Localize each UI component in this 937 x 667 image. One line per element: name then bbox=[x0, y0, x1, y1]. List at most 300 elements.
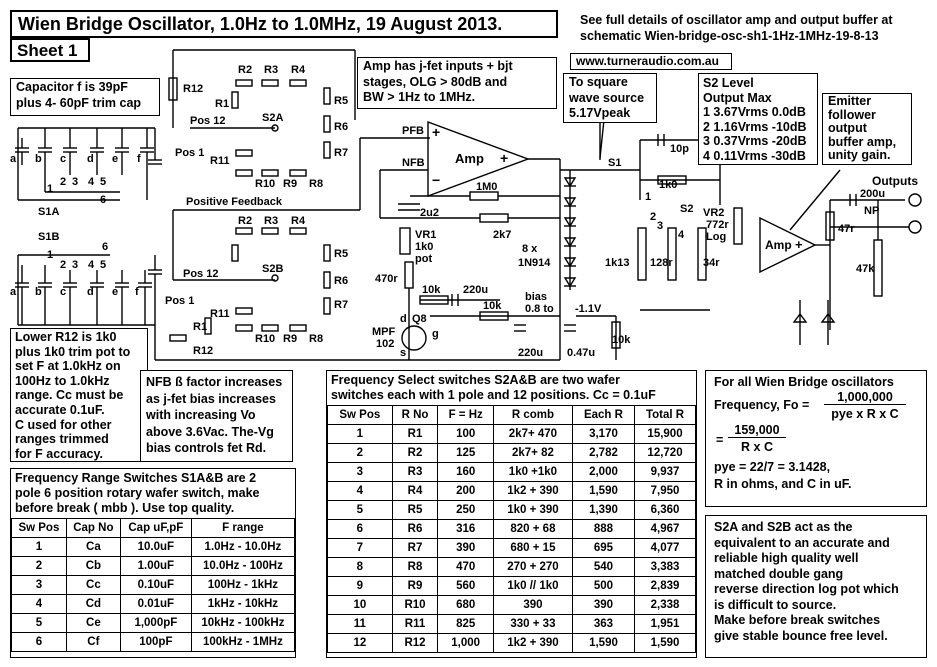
formula-equals: = bbox=[716, 433, 724, 447]
label-fet-d: d bbox=[400, 313, 407, 325]
select-table-row-cell: 1,590 bbox=[572, 634, 634, 653]
square-note-line-1: To square bbox=[569, 75, 628, 89]
select-table-row-cell: 12 bbox=[328, 634, 393, 653]
label-r6b: R6 bbox=[334, 275, 349, 287]
formula-box bbox=[705, 370, 927, 507]
label-r1b: R1 bbox=[193, 321, 208, 333]
label-amp-buffer-plus: + bbox=[795, 237, 803, 252]
select-table-row-cell: 4 bbox=[328, 482, 393, 501]
emitter-note-line-2: follower bbox=[828, 107, 876, 122]
s2-level-subtitle: Output Max bbox=[703, 90, 772, 105]
select-col-rno: R No bbox=[392, 406, 438, 425]
label-r8a: R8 bbox=[309, 178, 324, 190]
label-vr2-log: Log bbox=[706, 231, 727, 243]
label-np: NP bbox=[864, 205, 880, 217]
s2-level-table bbox=[698, 73, 818, 165]
range-col-capno: Cap No bbox=[66, 519, 120, 538]
r12-note-line-1: Lower R12 is 1k0 bbox=[15, 330, 117, 344]
label-amp-plus: + bbox=[432, 124, 441, 140]
nfb-note-line-2: as j-fet bias increases bbox=[146, 391, 276, 406]
range-col-swpos: Sw Pos bbox=[12, 519, 67, 538]
label-c047: 0.47u bbox=[567, 347, 596, 359]
select-table-row-cell: 1,590 bbox=[572, 482, 634, 501]
select-table-row-cell: R12 bbox=[392, 634, 438, 653]
range-table-row bbox=[12, 557, 295, 576]
select-table-row-cell: 2 bbox=[328, 444, 393, 463]
label-r1m0: 1M0 bbox=[476, 181, 498, 193]
label-s2-pos3: 3 bbox=[657, 220, 664, 232]
select-table-row-cell: 560 bbox=[438, 577, 494, 596]
select-table-row-cell: 1k0 +1k0 bbox=[493, 463, 572, 482]
label-outputs: Outputs bbox=[872, 174, 918, 188]
range-table-row bbox=[12, 538, 295, 557]
formula-denominator-2: R x C bbox=[741, 440, 773, 454]
label-r11b: R11 bbox=[210, 308, 230, 320]
select-table-row-cell: 330 + 33 bbox=[493, 615, 572, 634]
s2-level-row-1: 1 3.67Vrms 0.0dB bbox=[703, 105, 806, 119]
range-table-row-cell: 5 bbox=[12, 614, 67, 633]
select-table-row bbox=[328, 634, 696, 653]
label-r4b: R4 bbox=[291, 215, 306, 227]
range-table-row bbox=[12, 576, 295, 595]
label-cap-e-top: e bbox=[112, 153, 119, 165]
label-c2u2: 2u2 bbox=[420, 207, 439, 219]
select-table-row bbox=[328, 596, 696, 615]
label-r2a: R2 bbox=[238, 64, 253, 76]
label-sw1b-4: 4 bbox=[88, 259, 95, 271]
emitter-note-line-1: Emitter bbox=[828, 94, 872, 108]
select-switch-panel bbox=[326, 370, 697, 658]
select-table-row bbox=[328, 577, 696, 596]
range-table-row-cell: Cb bbox=[66, 557, 120, 576]
label-cap-f-bot: f bbox=[135, 286, 139, 298]
s2-level-row-4: 4 0.11Vrms -30dB bbox=[703, 148, 806, 163]
amp-note bbox=[357, 57, 557, 109]
formula-heading: For all Wien Bridge oscillators bbox=[714, 375, 894, 389]
label-cap-f-top: f bbox=[137, 153, 141, 165]
details-line-2: schematic Wien-bridge-osc-sh1-1Hz-1MHz-19-8-13 bbox=[580, 29, 879, 43]
formula-numerator-2: 159,000 bbox=[728, 423, 786, 438]
select-table-row-cell: 1k0 + 390 bbox=[493, 501, 572, 520]
select-col-rcomb: R comb bbox=[493, 406, 572, 425]
select-table-row-cell: 1k2 + 390 bbox=[493, 634, 572, 653]
label-r3b: R3 bbox=[264, 215, 279, 227]
label-s1a: S1A bbox=[38, 206, 60, 218]
label-sw1a-5: 5 bbox=[100, 176, 107, 188]
select-table-row-cell: 8 bbox=[328, 558, 393, 577]
label-r9b: R9 bbox=[283, 333, 298, 345]
label-s2-pos1: 1 bbox=[645, 191, 652, 203]
label-r10k-b: 10k bbox=[483, 300, 502, 312]
select-table-row-cell: 1,590 bbox=[635, 634, 696, 653]
emitter-note-line-4: buffer amp, bbox=[828, 134, 897, 149]
select-table-row bbox=[328, 539, 696, 558]
select-table bbox=[327, 405, 696, 653]
r12-note-line-6: accurate 0.1uF. bbox=[15, 402, 105, 417]
formula-numerator-1: 1,000,000 bbox=[824, 390, 906, 405]
label-r8b: R8 bbox=[309, 333, 324, 345]
emitter-note-line-5: unity gain. bbox=[828, 148, 891, 162]
range-table-row-cell: 1,000pF bbox=[120, 614, 191, 633]
r12-note-line-5: range. Cc must be bbox=[15, 388, 124, 403]
r12-note-line-4: 100Hz to 1.0kHz bbox=[15, 373, 110, 388]
label-r1k0: 1k0 bbox=[659, 179, 678, 191]
s2ab-note-line-6: is difficult to source. bbox=[714, 597, 837, 612]
select-table-row-cell: R9 bbox=[392, 577, 438, 596]
label-diodes1: 8 x bbox=[522, 243, 538, 255]
select-table-row-cell: 2,839 bbox=[635, 577, 696, 596]
label-mpf2: 102 bbox=[376, 338, 395, 350]
select-table-row-cell: 4,967 bbox=[635, 520, 696, 539]
range-table-row-cell: Cd bbox=[66, 595, 120, 614]
select-table-row-cell: 500 bbox=[572, 577, 634, 596]
select-table-row-cell: 470 bbox=[438, 558, 494, 577]
select-table-row-cell: R4 bbox=[392, 482, 438, 501]
r12-note-line-8: ranges trimmed bbox=[15, 432, 109, 447]
label-q8: Q8 bbox=[412, 313, 427, 325]
label-amp-buffer: Amp bbox=[765, 238, 792, 252]
label-r10k-c: 10k bbox=[612, 334, 631, 346]
label-r128: 128r bbox=[650, 257, 673, 269]
label-sw1a-3: 3 bbox=[72, 176, 79, 188]
select-table-row-cell: R5 bbox=[392, 501, 438, 520]
range-table-row-cell: 1 bbox=[12, 538, 67, 557]
label-r10a: R10 bbox=[255, 178, 276, 190]
select-table-row-cell: 540 bbox=[572, 558, 634, 577]
label-cap-e-bot: e bbox=[112, 286, 119, 298]
select-table-row-cell: 390 bbox=[493, 596, 572, 615]
s2ab-note bbox=[705, 515, 927, 658]
select-table-row-cell: 11 bbox=[328, 615, 393, 634]
range-table-row-cell: 1.0Hz - 10.0Hz bbox=[191, 538, 294, 557]
label-sw1a-6: 6 bbox=[100, 194, 107, 206]
s2ab-note-line-8: give stable bounce free level. bbox=[714, 628, 888, 643]
select-table-row-cell: 1,000 bbox=[438, 634, 494, 653]
select-table-row-cell: 1 bbox=[328, 425, 393, 444]
capacitor-note-line-1: Capacitor f is 39pF bbox=[16, 80, 128, 94]
label-sw1a-1: 1 bbox=[47, 183, 54, 195]
square-note-line-3: 5.17Vpeak bbox=[569, 106, 631, 120]
range-table-row bbox=[12, 595, 295, 614]
range-table-row-cell: 100kHz - 1MHz bbox=[191, 633, 294, 652]
select-table-row-cell: 5 bbox=[328, 501, 393, 520]
select-table-row bbox=[328, 501, 696, 520]
label-sw1b-1: 1 bbox=[47, 249, 54, 261]
amp-note-line-1: Amp has j-fet inputs + bjt bbox=[363, 59, 513, 73]
select-table-row-cell: 1k2 + 390 bbox=[493, 482, 572, 501]
label-positive-feedback: Positive Feedback bbox=[186, 196, 282, 208]
label-c10p: 10p bbox=[670, 143, 689, 155]
select-table-row-cell: R2 bbox=[392, 444, 438, 463]
label-bias1: bias bbox=[525, 291, 548, 303]
formula-pye: pye = 22/7 = 3.1428, bbox=[714, 460, 831, 474]
label-cap-a-top: a bbox=[10, 153, 17, 165]
label-r6a: R6 bbox=[334, 121, 349, 133]
range-table-row-cell: 10.0uF bbox=[120, 538, 191, 557]
range-table-row bbox=[12, 633, 295, 652]
label-cap-c-top: c bbox=[60, 153, 67, 165]
select-table-row-cell: 1k0 // 1k0 bbox=[493, 577, 572, 596]
s2-level-row-2: 2 1.16Vrms -10dB bbox=[703, 119, 807, 134]
label-sw1a-2: 2 bbox=[60, 176, 67, 188]
select-table-row-cell: 1,951 bbox=[635, 615, 696, 634]
label-r47k: 47k bbox=[856, 263, 875, 275]
select-table-row-cell: 2k7+ 470 bbox=[493, 425, 572, 444]
select-table-row-cell: 680 bbox=[438, 596, 494, 615]
label-cap-a-bot: a bbox=[10, 286, 17, 298]
r12-note-line-9: for F accuracy. bbox=[15, 446, 104, 461]
range-table-body bbox=[12, 538, 295, 652]
label-nfb: NFB bbox=[402, 157, 425, 169]
label-c220b: 220u bbox=[518, 347, 544, 359]
select-table-row-cell: 680 + 15 bbox=[493, 539, 572, 558]
select-table-row-cell: 15,900 bbox=[635, 425, 696, 444]
label-amp-main: Amp bbox=[455, 151, 484, 166]
label-r12-top: R12 bbox=[183, 83, 204, 95]
range-col-frange: F range bbox=[191, 519, 294, 538]
page-title: Wien Bridge Oscillator, 1.0Hz to 1.0MHz, 19 August 2013. bbox=[18, 14, 503, 34]
label-c220a: 220u bbox=[463, 284, 489, 296]
label-r10b: R10 bbox=[255, 333, 276, 345]
select-table-row-cell: R7 bbox=[392, 539, 438, 558]
select-table-row-cell: 390 bbox=[572, 596, 634, 615]
label-pos12b: Pos 12 bbox=[183, 268, 219, 280]
s2-level-row-3: 3 0.37Vrms -20dB bbox=[703, 134, 807, 148]
label-r470: 470r bbox=[375, 273, 398, 285]
label-vr1-pot: pot bbox=[415, 253, 433, 265]
label-r1k13: 1k13 bbox=[605, 257, 630, 269]
range-table-row-cell: 0.01uF bbox=[120, 595, 191, 614]
label-pos12a: Pos 12 bbox=[190, 115, 226, 127]
label-bias2: 0.8 to bbox=[525, 303, 554, 315]
select-table-row-cell: 3 bbox=[328, 463, 393, 482]
label-r10k-a: 10k bbox=[422, 284, 441, 296]
select-table-row-cell: R1 bbox=[392, 425, 438, 444]
select-table-row-cell: 695 bbox=[572, 539, 634, 558]
select-col-eachr: Each R bbox=[572, 406, 634, 425]
label-amp-out-plus: + bbox=[500, 150, 509, 166]
select-table-row-cell: 7,950 bbox=[635, 482, 696, 501]
s2ab-note-line-1: S2A and S2B act as the bbox=[714, 520, 853, 534]
website-box[interactable] bbox=[570, 53, 732, 70]
label-cap-c-bot: c bbox=[60, 286, 67, 298]
label-sw1a-4: 4 bbox=[88, 176, 95, 188]
label-r3a: R3 bbox=[264, 64, 279, 76]
details-note bbox=[580, 12, 930, 44]
label-sw1b-5: 5 bbox=[100, 259, 107, 271]
range-table-row-cell: Cf bbox=[66, 633, 120, 652]
label-mpf: MPF bbox=[372, 326, 396, 338]
range-table-row-cell: 100pF bbox=[120, 633, 191, 652]
s2ab-note-line-4: matched double gang bbox=[714, 566, 844, 581]
emitter-note-line-3: output bbox=[828, 121, 867, 135]
r12-note-line-2: plus 1k0 trim pot to bbox=[15, 344, 131, 359]
select-table-row-cell: 160 bbox=[438, 463, 494, 482]
range-table-row-cell: 100Hz - 1kHz bbox=[191, 576, 294, 595]
square-wave-note bbox=[563, 73, 657, 123]
label-r47r: 47r bbox=[838, 223, 855, 235]
label-bias3: -1.1V bbox=[575, 303, 602, 315]
select-table-row-cell: 270 + 270 bbox=[493, 558, 572, 577]
output-jack-1[interactable] bbox=[909, 194, 921, 206]
select-table-row-cell: 4,077 bbox=[635, 539, 696, 558]
label-r5b: R5 bbox=[334, 248, 349, 260]
select-table-row-cell: 6 bbox=[328, 520, 393, 539]
select-table-row-cell: 390 bbox=[438, 539, 494, 558]
label-r1a: R1 bbox=[215, 98, 230, 110]
range-caption-1: Frequency Range Switches S1A&B are 2 bbox=[15, 471, 257, 485]
select-table-row-cell: 200 bbox=[438, 482, 494, 501]
select-table-header bbox=[328, 406, 696, 425]
select-table-row-cell: 820 + 68 bbox=[493, 520, 572, 539]
label-diodes2: 1N914 bbox=[518, 257, 551, 269]
range-col-capvalue: Cap uF,pF bbox=[120, 519, 191, 538]
range-table-row-cell: 10kHz - 100kHz bbox=[191, 614, 294, 633]
nfb-note-line-4: above 3.6Vac. The-Vg bbox=[146, 424, 274, 439]
label-amp-minus: − bbox=[432, 172, 441, 188]
amp-note-line-2: stages, OLG > 80dB and bbox=[363, 74, 508, 89]
select-table-row-cell: 10 bbox=[328, 596, 393, 615]
website-link[interactable]: www.turneraudio.com.au bbox=[576, 54, 719, 68]
select-table-row-cell: 250 bbox=[438, 501, 494, 520]
select-caption-1: Frequency Select switches S2A&B are two wafer bbox=[331, 373, 620, 387]
label-s2: S2 bbox=[680, 203, 694, 215]
details-line-1: See full details of oscillator amp and output buffer at bbox=[580, 13, 893, 27]
select-col-totalr: Total R bbox=[635, 406, 696, 425]
select-table-row bbox=[328, 482, 696, 501]
select-table-row-cell: 12,720 bbox=[635, 444, 696, 463]
select-table-row-cell: 1,390 bbox=[572, 501, 634, 520]
label-cap-b-top: b bbox=[35, 153, 42, 165]
range-table-row-cell: 3 bbox=[12, 576, 67, 595]
amp-note-line-3: BW > 1Hz to 1MHz. bbox=[363, 90, 476, 104]
label-s1: S1 bbox=[608, 157, 622, 169]
label-pos1b: Pos 1 bbox=[165, 295, 195, 307]
formula-units: R in ohms, and C in uF. bbox=[714, 477, 852, 491]
nfb-note-line-5: bias controls fet Rd. bbox=[146, 441, 267, 455]
s2ab-note-line-7: Make before break switches bbox=[714, 613, 881, 627]
emitter-follower-note bbox=[822, 93, 912, 165]
select-table-row bbox=[328, 615, 696, 634]
label-s2-pos4: 4 bbox=[678, 229, 685, 241]
select-table-row-cell: 2,000 bbox=[572, 463, 634, 482]
range-table-header bbox=[12, 519, 295, 538]
capacitor-note-line-2: plus 4- 60pF trim cap bbox=[16, 95, 142, 110]
label-r7b: R7 bbox=[334, 299, 349, 311]
select-table-body bbox=[328, 425, 696, 653]
r12-note-line-3: set F at 1.0kHz on bbox=[15, 359, 121, 374]
label-r9a: R9 bbox=[283, 178, 298, 190]
select-table-row bbox=[328, 558, 696, 577]
select-table-row bbox=[328, 520, 696, 539]
range-table-row-cell: 6 bbox=[12, 633, 67, 652]
label-pos1a: Pos 1 bbox=[175, 147, 205, 159]
select-table-row-cell: R11 bbox=[392, 615, 438, 634]
range-table-row-cell: 1kHz - 10kHz bbox=[191, 595, 294, 614]
nfb-note bbox=[140, 370, 293, 462]
select-table-row-cell: 3,383 bbox=[635, 558, 696, 577]
label-r2b: R2 bbox=[238, 215, 253, 227]
range-table-row-cell: 2 bbox=[12, 557, 67, 576]
s2ab-note-line-5: reverse direction log pot which bbox=[714, 582, 899, 596]
select-table-row-cell: 3,170 bbox=[572, 425, 634, 444]
range-caption-2: pole 6 position rotary wafer switch, make bbox=[15, 486, 260, 500]
title-box bbox=[10, 10, 558, 38]
output-jack-2[interactable] bbox=[909, 221, 921, 233]
label-cap-d-bot: d bbox=[87, 286, 94, 298]
label-sw1b-6: 6 bbox=[102, 241, 109, 253]
range-table-row-cell: Ca bbox=[66, 538, 120, 557]
label-fet-g: g bbox=[432, 328, 439, 340]
select-table-row-cell: 100 bbox=[438, 425, 494, 444]
label-s2-pos2: 2 bbox=[650, 211, 657, 223]
select-table-row-cell: 125 bbox=[438, 444, 494, 463]
sheet-box bbox=[10, 38, 90, 62]
select-table-row-cell: 2,338 bbox=[635, 596, 696, 615]
label-c200u: 200u bbox=[860, 188, 886, 200]
label-vr2-value: 772r bbox=[706, 219, 729, 231]
label-cap-b-bot: b bbox=[35, 286, 42, 298]
s2ab-note-line-2: equivalent to an accurate and bbox=[714, 535, 890, 550]
select-col-swpos: Sw Pos bbox=[328, 406, 393, 425]
range-table-row-cell: 10.0Hz - 100Hz bbox=[191, 557, 294, 576]
label-sw1b-2: 2 bbox=[60, 259, 67, 271]
range-table-row bbox=[12, 614, 295, 633]
select-col-freq: F = Hz bbox=[438, 406, 494, 425]
sheet-label: Sheet 1 bbox=[17, 41, 78, 60]
label-r12b: R12 bbox=[193, 345, 214, 357]
nfb-note-line-1: NFB ß factor increases bbox=[146, 375, 283, 389]
select-table-row-cell: 9 bbox=[328, 577, 393, 596]
range-table-row-cell: Cc bbox=[66, 576, 120, 595]
label-r7a: R7 bbox=[334, 147, 349, 159]
label-vr2: VR2 bbox=[703, 207, 725, 219]
formula-freq-label: Frequency, Fo = bbox=[714, 398, 810, 412]
range-table-row-cell: 4 bbox=[12, 595, 67, 614]
r12-note-line-7: C used for other bbox=[15, 417, 112, 432]
select-table-row-cell: 2,782 bbox=[572, 444, 634, 463]
label-fet-s: s bbox=[400, 347, 407, 359]
label-s2a: S2A bbox=[262, 112, 284, 124]
label-s2b: S2B bbox=[262, 263, 284, 275]
select-table-row-cell: 2k7+ 82 bbox=[493, 444, 572, 463]
label-r11a: R11 bbox=[210, 155, 230, 167]
range-caption-3: before break ( mbb ). Use top quality. bbox=[15, 501, 235, 515]
label-pfb: PFB bbox=[402, 125, 424, 137]
capacitor-note bbox=[10, 78, 160, 116]
label-vr1-value: 1k0 bbox=[415, 241, 434, 253]
select-table-row-cell: 7 bbox=[328, 539, 393, 558]
select-table-row-cell: R10 bbox=[392, 596, 438, 615]
select-table-row-cell: R3 bbox=[392, 463, 438, 482]
s2-level-title: S2 Level bbox=[703, 76, 754, 90]
select-table-row-cell: R8 bbox=[392, 558, 438, 577]
select-table-row-cell: 825 bbox=[438, 615, 494, 634]
label-cap-d-top: d bbox=[87, 153, 94, 165]
label-vr1: VR1 bbox=[415, 229, 437, 241]
range-switch-panel bbox=[10, 468, 296, 658]
select-table-row-cell: R6 bbox=[392, 520, 438, 539]
label-s1b: S1B bbox=[38, 231, 60, 243]
label-r5a: R5 bbox=[334, 95, 349, 107]
label-r2k7: 2k7 bbox=[493, 229, 512, 241]
range-table-row-cell: Ce bbox=[66, 614, 120, 633]
nfb-note-line-3: with increasing Vo bbox=[146, 408, 256, 422]
label-r4a: R4 bbox=[291, 64, 306, 76]
select-table-row bbox=[328, 425, 696, 444]
label-sw1b-3: 3 bbox=[72, 259, 79, 271]
select-table-row bbox=[328, 463, 696, 482]
